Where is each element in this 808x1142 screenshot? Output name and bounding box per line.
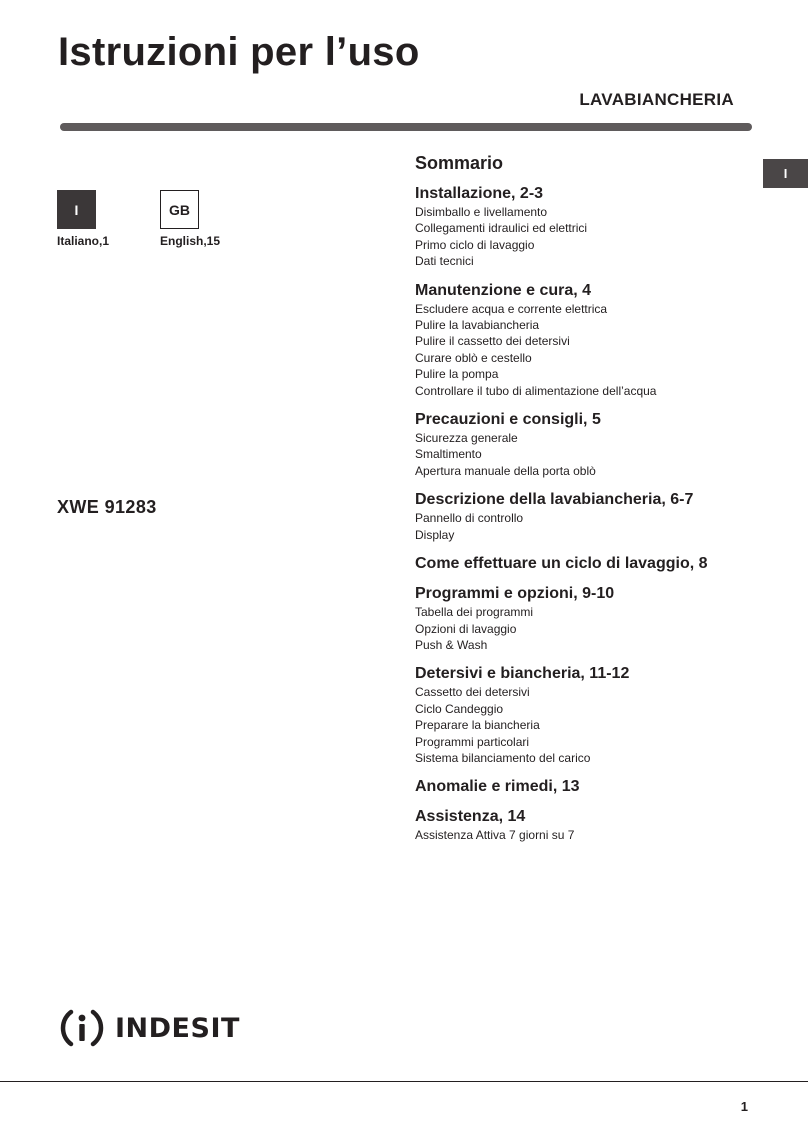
toc-item[interactable]: Smaltimento bbox=[415, 447, 482, 462]
table-of-contents bbox=[415, 152, 755, 855]
model-number: XWE 91283 bbox=[57, 497, 157, 517]
toc-section bbox=[415, 281, 755, 399]
toc-item[interactable]: Tabella dei programmi bbox=[415, 605, 534, 620]
indesit-logo-icon bbox=[57, 1003, 107, 1053]
toc-section bbox=[415, 664, 755, 766]
toc-item[interactable]: Controllare il tubo di alimentazione dell’acqua bbox=[415, 383, 657, 398]
header-divider-bar bbox=[60, 123, 752, 131]
toc-item[interactable]: Sicurezza generale bbox=[415, 431, 518, 446]
toc-section bbox=[415, 807, 755, 843]
toc-section-title[interactable]: Precauzioni e consigli, 5 bbox=[415, 411, 601, 429]
toc-item[interactable]: Dati tecnici bbox=[415, 254, 474, 269]
language-side-tab: I bbox=[763, 159, 808, 188]
toc-item[interactable]: Ciclo Candeggio bbox=[415, 701, 504, 716]
brand-logo bbox=[57, 1003, 240, 1053]
toc-item[interactable]: Primo ciclo di lavaggio bbox=[415, 237, 535, 252]
toc-section bbox=[415, 410, 755, 479]
toc-item[interactable]: Collegamenti idraulici ed elettrici bbox=[415, 221, 588, 236]
language-box-italian[interactable]: I bbox=[57, 190, 96, 229]
language-label-italian[interactable]: Italiano,1 bbox=[57, 234, 110, 248]
toc-item[interactable]: Programmi particolari bbox=[415, 734, 530, 749]
toc-section bbox=[415, 490, 755, 543]
toc-item[interactable]: Pulire la pompa bbox=[415, 367, 499, 382]
language-box-english[interactable]: GB bbox=[160, 190, 199, 229]
toc-item[interactable]: Preparare la biancheria bbox=[415, 718, 540, 733]
toc-item[interactable]: Opzioni di lavaggio bbox=[415, 621, 517, 636]
toc-section bbox=[415, 554, 755, 573]
toc-section-title[interactable]: Detersivi e biancheria, 11-12 bbox=[415, 665, 630, 683]
toc-item[interactable]: Display bbox=[415, 527, 455, 542]
toc-item[interactable]: Assistenza Attiva 7 giorni su 7 bbox=[415, 828, 575, 843]
toc-section-title[interactable]: Programmi e opzioni, 9-10 bbox=[415, 585, 615, 603]
language-label-english[interactable]: English,15 bbox=[160, 234, 221, 248]
toc-section-title[interactable]: Descrizione della lavabiancheria, 6-7 bbox=[415, 491, 694, 509]
toc-section-title[interactable]: Manutenzione e cura, 4 bbox=[415, 281, 592, 299]
toc-item[interactable]: Cassetto dei detersivi bbox=[415, 685, 530, 700]
toc-heading: Sommario bbox=[415, 153, 504, 173]
toc-section-title[interactable]: Installazione, 2-3 bbox=[415, 185, 544, 202]
toc-item[interactable]: Apertura manuale della porta oblò bbox=[415, 463, 596, 478]
brand-logo-text: INDESIT bbox=[115, 1012, 240, 1044]
toc-item[interactable]: Disimballo e livellamento bbox=[415, 205, 548, 219]
toc-item[interactable]: Pulire la lavabiancheria bbox=[415, 318, 540, 333]
toc-section-title[interactable]: Assistenza, 14 bbox=[415, 808, 526, 826]
toc-item[interactable]: Escludere acqua e corrente elettrica bbox=[415, 301, 608, 316]
toc-sections bbox=[415, 184, 755, 844]
document-subtitle: LAVABIANCHERIA bbox=[579, 90, 734, 109]
toc-section-title[interactable]: Come effettuare un ciclo di lavaggio, 8 bbox=[415, 555, 708, 573]
toc-item[interactable]: Pannello di controllo bbox=[415, 511, 524, 526]
toc-section bbox=[415, 584, 755, 653]
toc-section bbox=[415, 777, 755, 796]
toc-item[interactable]: Pulire il cassetto dei detersivi bbox=[415, 334, 570, 349]
toc-item[interactable]: Sistema bilanciamento del carico bbox=[415, 750, 591, 765]
page-title: Istruzioni per l’uso bbox=[58, 30, 420, 74]
page-number: 1 bbox=[740, 1099, 748, 1114]
toc-section-title[interactable]: Anomalie e rimedi, 13 bbox=[415, 778, 580, 796]
toc-item[interactable]: Curare oblò e cestello bbox=[415, 350, 532, 365]
footer-divider bbox=[0, 1081, 808, 1082]
toc-item[interactable]: Push & Wash bbox=[415, 637, 488, 652]
toc-section bbox=[415, 184, 755, 270]
